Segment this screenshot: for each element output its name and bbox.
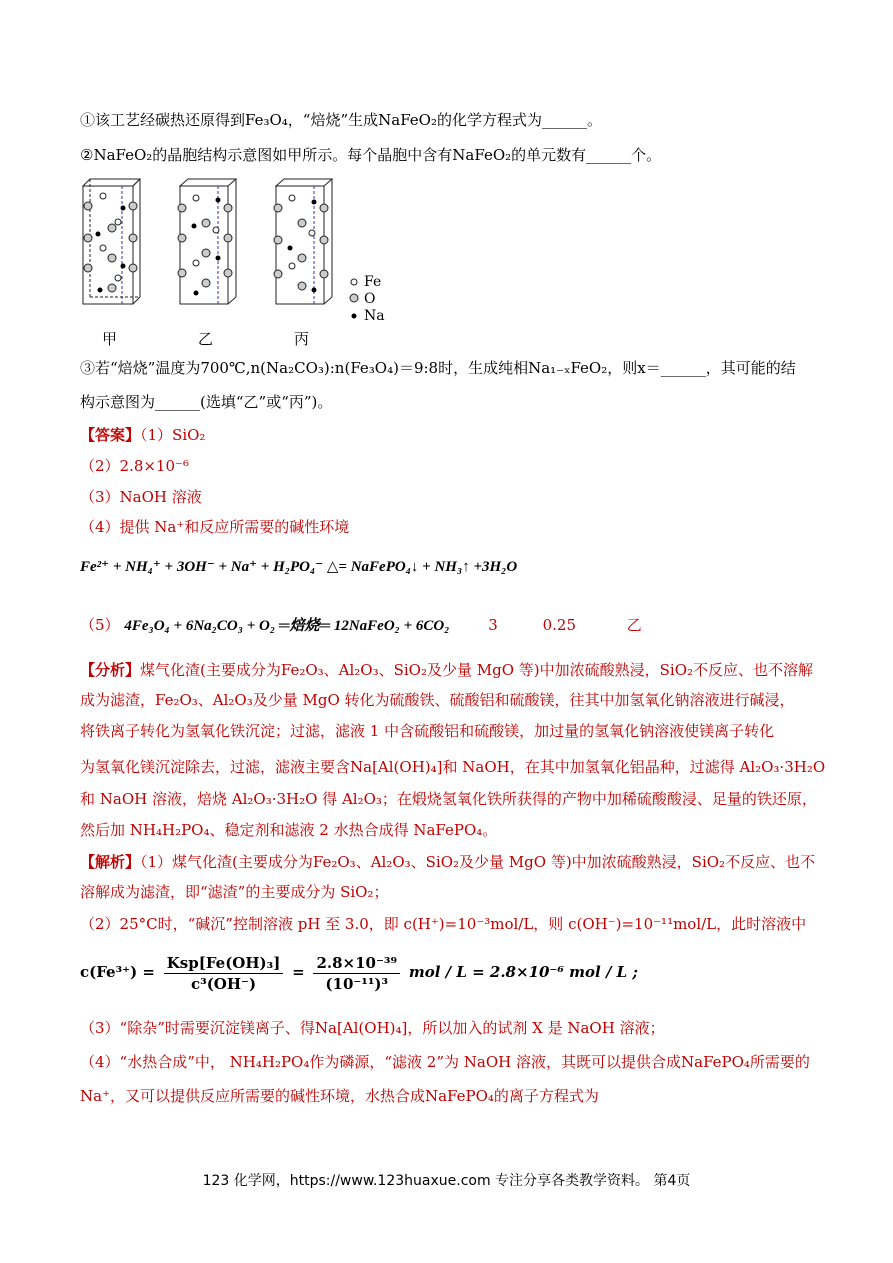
eq2-fraction-1 (164, 953, 284, 994)
eq2-denominator-2: (10⁻¹¹)³ (325, 974, 389, 993)
answer-5-prefix: （5） (80, 616, 120, 634)
eq2-fraction-2 (313, 953, 400, 994)
answer-3: （3）NaOH 溶液 (80, 488, 202, 506)
answer-5-val-1: 3 (488, 616, 498, 634)
answer-1: （1）SiO₂ (140, 426, 206, 444)
solution-line-1 (80, 852, 815, 872)
equation-4: Fe²⁺ + NH₄⁺ + 3OH⁻ + Na⁺ + H₂PO₄⁻ △= NaFePO₄↓ + NH₃↑ +3H₂O (80, 559, 518, 575)
legend-fe: Fe (364, 274, 382, 290)
question-line-2: ②NaFeO₂的晶胞结构示意图如甲所示。每个晶胞中含有NaFeO₂的单元数有______个。 (80, 146, 662, 164)
eq2-numerator: Ksp[Fe(OH)₃] (164, 953, 284, 974)
eq2-left: c(Fe³⁺) = (80, 963, 155, 981)
analysis-line-6: 然后加 NH₄H₂PO₄、稳定剂和滤液 2 水热合成得 NaFePO₄。 (80, 821, 498, 839)
legend-o: O (364, 291, 376, 307)
analysis-line-2: 成为滤渣，Fe₂O₃、Al₂O₃及少量 MgO 转化为硫酸铁、硫酸铝和硫酸镁，往其中加氢氧化钠溶液进行碱浸， (80, 691, 795, 709)
answer-4: （4）提供 Na⁺和反应所需要的碱性环境 (80, 518, 350, 536)
page-footer: 123 化学网，https://www.123huaxue.com 专注分享各类教学资料。 第4页 (202, 1173, 691, 1189)
equation-5: 4Fe₃O₄ + 6Na₂CO₃ + O₂ ═焙烧═ 12NaFeO₂ + 6CO₂ (124, 618, 450, 634)
answer-5-val-2: 0.25 (542, 616, 577, 634)
figure-label-jia: 甲 (102, 330, 118, 348)
solution-line-2: 溶解成为滤渣，即“滤渣”的主要成分为 SiO₂； (80, 883, 389, 901)
eq2-numerator-2: 2.8×10⁻³⁹ (313, 953, 400, 974)
legend-na: Na (364, 308, 385, 324)
solution-s1: （1）煤气化渣(主要成分为Fe₂O₃、Al₂O₃、SiO₂及少量 MgO 等)中加浓硫酸熟浸，SiO₂不反应、也不 (140, 853, 816, 871)
analysis-line-3: 将铁离子转化为氢氧化铁沉淀；过滤，滤液 1 中含硫酸铝和硫酸镁，加过量的氢氧化钠溶液使镁离子转化 (80, 722, 775, 740)
analysis-line-4: 为氢氧化镁沉淀除去，过滤，滤液主要含Na[Al(OH)₄]和 NaOH，在其中加氢氧化铝晶种，过滤得 Al₂O₃·3H₂O (80, 758, 826, 776)
figure-label-yi: 乙 (198, 330, 214, 348)
analysis-line-1 (80, 660, 813, 680)
question-line-4: 构示意图为______(选填“乙”或“丙”)。 (80, 393, 333, 411)
answer-5-val-3: 乙 (626, 616, 642, 634)
figure-legend (364, 274, 385, 325)
solution-line-3: （2）25°C时，“碱沉”控制溶液 pH 至 3.0，即 c(H⁺)=10⁻³mol/L，则 c(OH⁻)=10⁻¹¹mol/L，此时溶液中 (80, 915, 807, 933)
analysis-tag: 【分析】 (80, 661, 141, 679)
answer-5-line (80, 615, 642, 636)
eq2-right: mol / L = 2.8×10⁻⁶ mol / L ; (408, 963, 638, 981)
equation-2: c(Fe³⁺) = $\frac{\text{Ksp[Fe(OH)₃]}}{\text{c³(OH⁻)}}$ = $\frac{\text{2.8×10⁻³⁹}}{\text{(10⁻¹¹)³}}$ mol / L = 2.8×10⁻⁶ mol / L ; (80, 953, 638, 993)
solution-line-6: Na⁺，又可以提供反应所需要的碱性环境，水热合成NaFePO₄的离子方程式为 (80, 1087, 599, 1105)
figure-label-bing: 丙 (294, 330, 310, 348)
question-line-1: ①该工艺经碳热还原得到Fe₃O₄，“焙烧”生成NaFeO₂的化学方程式为______。 (80, 111, 602, 129)
answer-line-1 (80, 425, 205, 445)
solution-tag: 【解析】 (80, 853, 141, 871)
answer-2: （2）2.8×10⁻⁶ (80, 457, 189, 475)
crystal-structure-figure (78, 178, 398, 350)
answer-tag: 【答案】 (80, 426, 141, 444)
analysis-p1: 煤气化渣(主要成分为Fe₂O₃、Al₂O₃、SiO₂及少量 MgO 等)中加浓硫酸熟浸，SiO₂不反应、也不溶解 (140, 661, 814, 679)
question-line-3: ③若“焙烧”温度为700℃,n(Na₂CO₃):n(Fe₃O₄)＝9:8时，生成纯相Na₁₋ₓFeO₂，则x＝______，其可能的结 (80, 359, 796, 377)
solution-line-4: （3）“除杂”时需要沉淀镁离子、得Na[Al(OH)₄]，所以加入的试剂 X 是 NaOH 溶液； (80, 1019, 665, 1037)
eq2-denominator: c³(OH⁻) (191, 974, 257, 993)
solution-line-5: （4）“水热合成”中， NH₄H₂PO₄作为磷源，“滤液 2”为 NaOH 溶液，其既可以提供合成NaFePO₄所需要的 (80, 1053, 810, 1071)
analysis-line-5: 和 NaOH 溶液，焙烧 Al₂O₃·3H₂O 得 Al₂O₃；在煅烧氢氧化铁所获得的产物中加稀硫酸酸浸、足量的铁还原， (80, 790, 817, 808)
